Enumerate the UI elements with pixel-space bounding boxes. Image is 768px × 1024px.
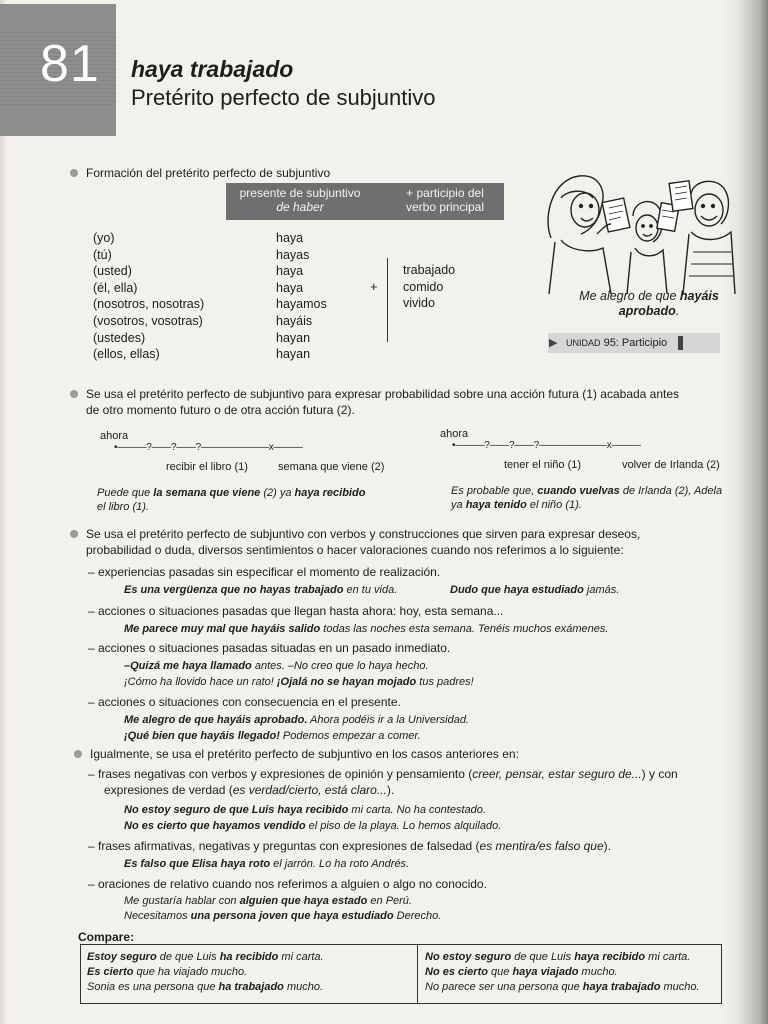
unit-number: 81 [40,35,100,93]
example-line [124,803,486,817]
item-title: – acciones o situaciones pasadas situadas en un pasado inmediato. [88,641,451,655]
section1-line2: de otro momento futuro o de otra acción futura (2). [86,403,355,417]
col1-header-line1: presente de subjuntivo [239,186,361,200]
ex-text: mucho. [578,966,618,978]
table-divider [387,258,388,342]
ex-text: el piso de la playa. Lo hemos alquilado. [305,820,502,832]
ex-text: de que Luis [511,951,575,963]
item-title [88,838,611,854]
ex-bold: Me alegro de que hayáis aprobado. [124,714,308,726]
pronoun: (usted) [93,264,132,279]
ex-bold: Me parece muy mal que hayáis salido [124,623,321,635]
compare-table [80,944,722,1004]
section3-heading [74,746,519,762]
ex-bold: ¡Ojalá no se hayan mojado [276,676,417,688]
students-cartoon [541,168,737,294]
caption-bold: hayáis [679,289,719,303]
title-text: expresiones de verdad ( [104,783,233,797]
example-line [124,909,441,923]
auxiliary-form: hayas [276,247,310,262]
section2-line1: Se usa el pretérito perfecto de subjuntivo con verbos y construcciones que sirven para expresar deseos, [86,527,641,541]
example-line [124,713,469,727]
example-line [124,659,429,673]
ex-bold: ha recibido [219,951,279,963]
arrow-right-icon: ▶ [549,337,558,349]
compare-row [425,980,700,995]
title-text: ). [386,783,395,797]
section2-text [70,526,740,558]
ex-bold: No es cierto que hayamos vendido [124,820,306,832]
timeline-left-example [97,486,397,514]
ex-text: de que Luis [156,951,220,963]
unit-reference-label [566,333,667,353]
timeline-now-label: ahora [440,428,469,440]
title-text: – frases afirmativas, negativas y preguntas con expresiones de falsedad ( [88,839,480,853]
title-text: ). [603,839,611,853]
pronoun: (vosotros, vosotras) [93,313,203,328]
timeline-label: semana que viene (2) [278,461,385,473]
ex-bold: cuando vuelvas [537,485,620,497]
example-line [450,583,619,597]
ex-bold: la semana que viene [153,487,261,499]
compare-row [87,980,324,995]
unit-title: haya trabajado [131,56,294,82]
title-italic: es mentira/es falso que [479,839,604,853]
timeline-label: tener el niño (1) [504,459,582,471]
participle: comido [403,279,444,294]
pronoun-list [93,230,204,363]
section3-heading-text: Igualmente, se usa el pretérito perfecto de subjuntivo en los casos anteriores en: [90,747,519,761]
ex-text: Ahora podéis ir a la Universidad. [307,714,470,726]
col2-header-line1: + participio del [406,186,484,200]
ex-bold: haya recibido [294,487,366,499]
ex-bold: Estoy seguro [87,951,157,963]
pronoun: (tú) [93,247,112,262]
section2-line2: probabilidad o duda, diversos sentimientos o hacer valoraciones cuando nos referimos a lo siguiente: [86,543,624,557]
ex-bold: No estoy seguro de que Luis haya recibido [124,804,349,816]
compare-row [87,965,324,980]
timeline-label: recibir el libro (1) [166,461,248,473]
ex-bold: alguien que haya estado [239,895,368,907]
ex-bold: una persona joven que haya estudiado [190,910,394,922]
participle-list [403,262,455,312]
compare-right [425,950,700,995]
example-line [124,819,501,833]
item-title [88,766,748,798]
page-edge [0,0,6,1024]
ex-text: No parece ser una persona que [425,981,583,993]
pronoun: (nosotros, nosotras) [93,297,205,312]
timeline-axis: •———?——?——?———————x——— [452,440,641,451]
ex-text: el niño (1). [526,499,582,511]
ex-text: Puede que [97,487,154,499]
ex-bold: No es cierto [425,966,488,978]
auxiliary-form: haya [276,231,304,245]
ex-bold: ha trabajado [218,981,284,993]
section1-line1: Se usa el pretérito perfecto de subjuntivo para expresar probabilidad sobre una acción futura (1) acabada antes [86,387,680,401]
compare-row [87,950,324,965]
col1-header-line2: de haber [276,200,324,214]
pronoun: (él, ella) [93,280,138,295]
ex-text: el jarrón. Lo ha roto Andrés. [270,858,410,870]
ex-text: mi carta. No ha contestado. [348,804,486,816]
pronoun: (ustedes) [93,330,146,345]
ex-text: Me gustaría hablar con [124,895,240,907]
timeline-right-example [451,484,751,512]
unit-reference-link[interactable] [548,333,720,353]
unit-reference-text: 95: Participio [600,337,668,349]
ex-bold: haya tenido [465,499,527,511]
example-line [124,894,412,908]
unit-subtitle: Pretérito perfecto de subjuntivo [131,85,436,110]
ex-text: Derecho. [393,910,442,922]
ex-bold: haya recibido [574,951,646,963]
plus-sign: + [370,279,378,294]
bullet-icon [70,390,78,398]
ex-text: ¡Cómo ha llovido hace un rato! [124,676,277,688]
ex-text: en Perú. [367,895,412,907]
auxiliary-form: hayan [276,330,311,345]
compare-heading: Compare: [78,930,135,944]
unit-prefix: UNIDAD [566,338,601,348]
ex-text: Sonia es una persona que [87,981,219,993]
unit-number-badge [0,4,116,136]
auxiliary-form: hayamos [276,297,327,312]
ex-text: todas las noches esta semana. Tenéis muchos exámenes. [320,623,609,635]
ex-text: jamás. [583,584,620,596]
ex-text: antes. –No creo que lo haya hecho. [251,660,429,672]
title-italic: es verdad/cierto, está claro... [232,783,387,797]
ex-text: de Irlanda (2), Adela [619,485,723,497]
compare-divider [417,945,418,1003]
auxiliary-list [276,230,327,363]
example-line [124,729,421,743]
ex-text: en tu vida. [343,584,398,596]
ex-text: Es probable que, [451,485,538,497]
example-line [124,675,474,689]
timeline-now-label: ahora [100,430,129,442]
participle: trabajado [403,263,456,277]
ex-bold: Es una vergüenza que no hayas trabajado [124,584,344,596]
item-title: – experiencias pasadas sin especificar el momento de realización. [88,565,441,579]
title-text: ) y con [641,767,678,781]
col2-header-line2: verbo principal [405,200,485,214]
example-line [124,622,608,636]
ex-text: que ha viajado mucho. [133,966,248,978]
compare-left [87,950,324,995]
auxiliary-form: hayan [276,347,311,362]
compare-row [425,950,700,965]
ex-text: mucho. [660,981,700,993]
caption-bold: aprobado [618,304,676,318]
pronoun: (ellos, ellas) [93,347,160,362]
conjugation-header [226,183,504,220]
example-line [124,857,409,871]
ex-text: ya [451,499,466,511]
compare-row [425,965,700,980]
ex-text: mi carta. [645,951,691,963]
ex-bold: haya trabajado [582,981,661,993]
timeline-axis: •———?——?——?———————x——— [114,442,303,453]
bullet-icon [70,530,78,538]
caption-end: . [675,304,680,318]
auxiliary-form: haya [276,280,304,295]
item-title: – acciones o situaciones con consecuencia en el presente. [88,695,401,709]
bullet-icon [74,750,82,758]
ex-text: Necesitamos [124,910,191,922]
unit-reference-block [678,336,683,350]
ex-bold: No estoy seguro [425,951,512,963]
ex-bold: ¡Qué bien que hayáis llegado! [124,730,280,742]
caption-text: Me alegro de que [579,289,680,303]
item-title: – acciones o situaciones pasadas que llegan hasta ahora: hoy, esta semana... [88,604,504,618]
ex-bold: haya viajado [512,966,579,978]
cartoon-caption [560,289,738,319]
formation-heading [70,165,330,181]
ex-bold: Dudo que haya estudiado [450,584,584,596]
section1-text [70,386,750,418]
ex-text: mucho. [283,981,324,993]
timeline-label: volver de Irlanda (2) [622,459,720,471]
auxiliary-form: haya [276,264,304,279]
ex-bold: Es cierto [87,966,134,978]
pronoun: (yo) [93,231,115,245]
book-binding-shadow [724,0,768,1024]
ex-text: (2) ya [260,487,295,499]
ex-text: que [487,966,513,978]
participle: vivido [403,296,435,311]
title-text: – frases negativas con verbos y expresiones de opinión y pensamiento ( [88,767,473,781]
auxiliary-form: hayáis [276,313,313,328]
ex-text: el libro (1). [97,501,149,513]
ex-text: Podemos empezar a comer. [279,730,421,742]
bullet-icon [70,169,78,177]
ex-text: tus padres! [416,676,474,688]
example-line [124,583,397,597]
ex-text: mi carta. [278,951,324,963]
ex-bold: Es falso que Elisa haya roto [124,858,271,870]
ex-bold: –Quizá me haya llamado [124,660,252,672]
item-title: – oraciones de relativo cuando nos referimos a alguien o algo no conocido. [88,877,487,891]
title-italic: creer, pensar, estar seguro de... [472,767,642,781]
formation-heading-text: Formación del pretérito perfecto de subjuntivo [86,166,331,180]
